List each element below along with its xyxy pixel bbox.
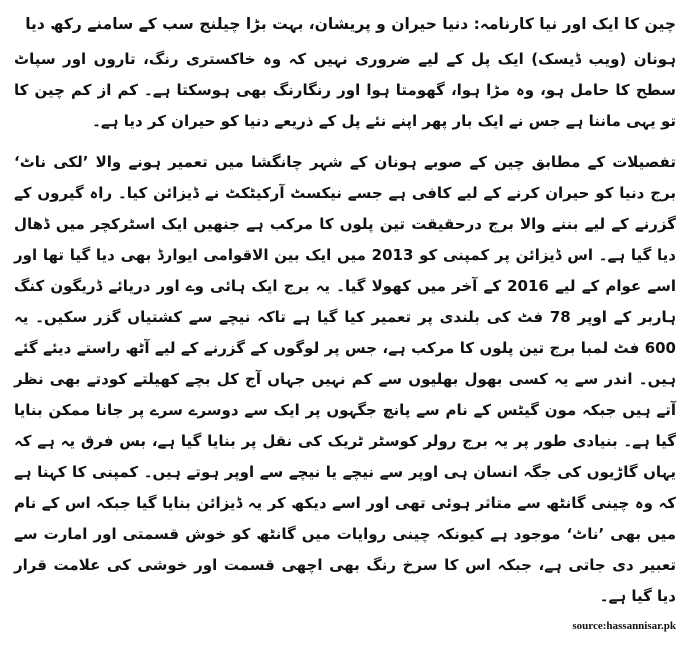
article-paragraph-intro: ہونان (ویب ڈیسک) ایک پل کے لیے ضروری نہیں کہ وہ خاکستری رنگ، تاروں اور سپاٹ سطح کا حامل ہو، وہ مڑا ہوا، گھومتا ہوا اور رنگارنگ بھی ہوسکتا ہے۔ کم از کم چین کا تو یہی ماننا ہے جس نے ایک بار پھر اپنے نئے پل کے ذریعے دنیا کو حیران کر دیا ہے۔	[14, 50, 676, 130]
article-paragraph-details: تفصیلات کے مطابق چین کے صوبے ہونان کے شہر چانگشا میں تعمیر ہونے والا ’لکی ناٹ‘ برج دنیا کو حیران کرنے کے لیے کافی ہے جسے نیکسٹ آرکیٹکٹ نے ڈیزائن کیا۔ راہ گیروں کے گزرنے کے لیے بننے والا برج درحقیقت تین پلوں کا مرکب ہے جنھیں ایک اسٹرکچر میں ڈھال دیا گیا ہے۔ اس ڈیزائن پر کمپنی کو 2013 میں ایک بین الاقوامی ایوارڈ بھی دیا گیا تھا اور اسے عوام کے لیے 2016 کے آخر میں کھولا گیا۔ یہ برج ایک ہائی وے اور دریائے ڈریگون کنگ ہاربر کے اوپر 78 فٹ کی بلندی پر تعمیر کیا گیا ہے تاکہ نیچے سے کشتیاں گزر سکیں۔ یہ 600 فٹ لمبا برج تین پلوں کا مرکب ہے، جس پر لوگوں کے گزرنے کے لیے آٹھ راستے دیئے گئے ہیں۔ اندر سے یہ کسی بھول بھلیوں سے کم نہیں جہاں آج کل بچے کھیلتے کودتے بھی نظر آتے ہیں جبکہ مون گیٹس کے نام سے پانچ جگہوں پر ایک سے دوسرے سرے پر جانا ممکن بنایا گیا ہے۔ بنیادی طور پر یہ برج رولر کوسٹر ٹریک کی نقل پر بنایا گیا ہے، بس فرق یہ ہے کہ یہاں گاڑیوں کی جگہ انسان ہی اوپر سے نیچے یا نیچے سے اوپر ہوتے ہیں۔ کمپنی کا کہنا ہے کہ وہ چینی گانٹھ سے متاثر ہوئی تھی اور اسے دیکھ کر یہ ڈیزائن بنایا گیا جبکہ اس کے نام میں بھی ’ناٹ‘ موجود ہے کیونکہ چینی روایات میں گانٹھ کو خوش قسمتی اور امارت سے تعبیر دی جاتی ہے، جبکہ اس کا سرخ رنگ بھی اچھی قسمت اور خوشی کی علامت قرار دیا گیا ہے۔	[14, 153, 676, 605]
source-credit: source:hassannisar.pk	[572, 620, 676, 632]
article-title: چین کا ایک اور نیا کارنامہ: دنیا حیران و پریشان، بہت بڑا چیلنج سب کے سامنے رکھ دیا	[25, 15, 676, 33]
